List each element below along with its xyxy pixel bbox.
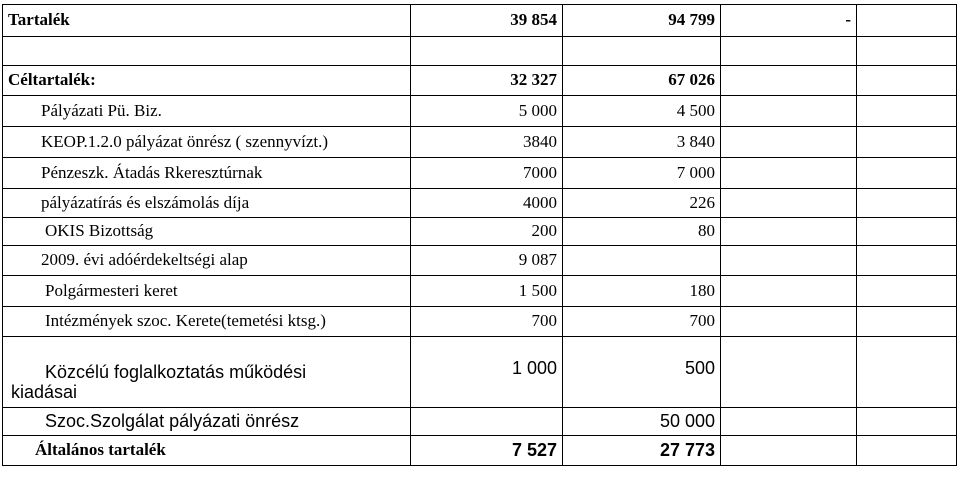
empty-cell xyxy=(857,189,957,218)
table-row-empty xyxy=(3,37,957,66)
value-col2: 180 xyxy=(563,276,721,307)
empty-cell xyxy=(857,127,957,158)
value-col1: 4000 xyxy=(411,189,563,218)
value-col2: 27 773 xyxy=(563,436,721,466)
row-label-line2: kiadásai xyxy=(11,382,78,403)
empty-cell xyxy=(857,5,957,37)
table-row-szoc xyxy=(3,408,957,436)
empty-cell xyxy=(563,37,721,66)
value-col1: 700 xyxy=(411,307,563,337)
value-col1: 39 854 xyxy=(411,5,563,37)
row-label: KEOP.1.2.0 pályázat önrész ( szennyvízt.) xyxy=(3,127,411,158)
empty-cell xyxy=(721,189,857,218)
empty-cell xyxy=(721,37,857,66)
row-label: Szoc.Szolgálat pályázati önrész xyxy=(3,408,411,436)
value-col1: 5 000 xyxy=(411,96,563,127)
value-col2: 7 000 xyxy=(563,158,721,189)
row-label: 2009. évi adóérdekeltségi alap xyxy=(3,246,411,276)
empty-cell xyxy=(721,246,857,276)
value-col1: 3840 xyxy=(411,127,563,158)
empty-cell xyxy=(857,337,957,408)
value-col2 xyxy=(563,246,721,276)
empty-cell xyxy=(721,337,857,408)
empty-cell xyxy=(721,218,857,246)
empty-cell xyxy=(721,436,857,466)
value-col1: 7 527 xyxy=(411,436,563,466)
empty-cell xyxy=(857,96,957,127)
budget-reserve-table xyxy=(2,4,957,466)
value-col2: 4 500 xyxy=(563,96,721,127)
table-row-okis xyxy=(3,218,957,246)
row-label-line1: Közcélú foglalkoztatás működési xyxy=(45,362,307,383)
empty-cell xyxy=(857,158,957,189)
empty-cell xyxy=(857,408,957,436)
value-col2: 80 xyxy=(563,218,721,246)
empty-cell xyxy=(721,307,857,337)
row-label: Pénzeszk. Átadás Rkeresztúrnak xyxy=(3,158,411,189)
value-col2: 226 xyxy=(563,189,721,218)
table-row-palyazatiras xyxy=(3,189,957,218)
row-label: Intézmények szoc. Kerete(temetési ktsg.) xyxy=(3,307,411,337)
table-row-keop xyxy=(3,127,957,158)
row-label xyxy=(3,337,411,408)
table-row-tartalek xyxy=(3,5,957,37)
value-col2: 67 026 xyxy=(563,66,721,96)
table-row-celtartalek xyxy=(3,66,957,96)
empty-cell xyxy=(721,66,857,96)
empty-cell xyxy=(857,307,957,337)
value-col3: - xyxy=(721,5,857,37)
empty-cell xyxy=(857,276,957,307)
empty-cell xyxy=(857,246,957,276)
value-col1: 1 500 xyxy=(411,276,563,307)
empty-cell xyxy=(857,66,957,96)
value-col1: 200 xyxy=(411,218,563,246)
table-row-kozcelu xyxy=(3,337,957,408)
value-col1 xyxy=(411,408,563,436)
row-label: Pályázati Pü. Biz. xyxy=(3,96,411,127)
empty-cell xyxy=(3,37,411,66)
empty-cell xyxy=(721,96,857,127)
value-col2: 3 840 xyxy=(563,127,721,158)
empty-cell xyxy=(411,37,563,66)
empty-cell xyxy=(857,436,957,466)
value-col1: 1 000 xyxy=(411,337,563,408)
value-col1: 32 327 xyxy=(411,66,563,96)
row-label: OKIS Bizottság xyxy=(3,218,411,246)
empty-cell xyxy=(721,158,857,189)
value-col2: 500 xyxy=(563,337,721,408)
value-col1: 9 087 xyxy=(411,246,563,276)
row-label: Céltartalék: xyxy=(3,66,411,96)
value-col2: 94 799 xyxy=(563,5,721,37)
value-col2: 700 xyxy=(563,307,721,337)
empty-cell xyxy=(721,408,857,436)
row-label: pályázatírás és elszámolás díja xyxy=(3,189,411,218)
table-row-polgarmesteri xyxy=(3,276,957,307)
value-col1: 7000 xyxy=(411,158,563,189)
row-label: Polgármesteri keret xyxy=(3,276,411,307)
value-col2: 50 000 xyxy=(563,408,721,436)
row-label: Tartalék xyxy=(3,5,411,37)
table-row-intezmenyek xyxy=(3,307,957,337)
table-row-altalanos xyxy=(3,436,957,466)
empty-cell xyxy=(857,37,957,66)
empty-cell xyxy=(721,127,857,158)
table-row-penzeszk xyxy=(3,158,957,189)
empty-cell xyxy=(857,218,957,246)
row-label: Általános tartalék xyxy=(3,436,411,466)
table-row-ado2009 xyxy=(3,246,957,276)
empty-cell xyxy=(721,276,857,307)
table-row-palyazati xyxy=(3,96,957,127)
